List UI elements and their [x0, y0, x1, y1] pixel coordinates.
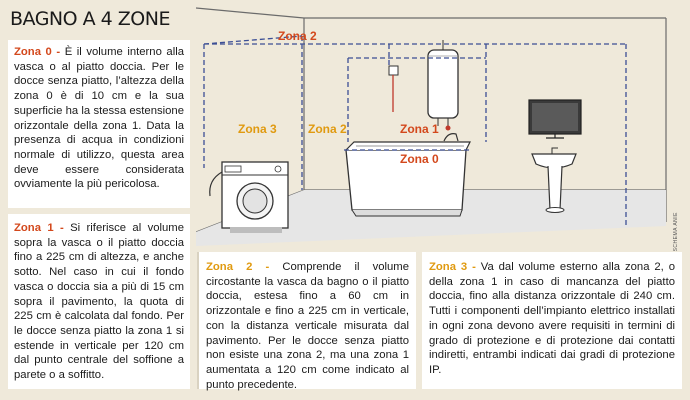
zone0-description — [8, 40, 190, 208]
zone1-label: Zona 1 — [400, 122, 439, 136]
zone2-description — [197, 252, 416, 389]
bathroom-zones-illustration — [196, 0, 690, 250]
zone2-top-label: Zona 2 — [278, 29, 317, 43]
zone3-description — [422, 252, 682, 389]
wall-socket-icon — [389, 66, 398, 112]
zone2-mid-label: Zona 2 — [308, 122, 347, 136]
washing-machine-icon — [210, 162, 288, 233]
page-title: BAGNO A 4 ZONE — [10, 8, 170, 30]
zone2-heading: Zona 2 - — [206, 261, 270, 273]
zone0-heading: Zona 0 - — [14, 46, 61, 58]
bathtub-icon — [346, 134, 470, 216]
zone3-label: Zona 3 — [238, 122, 277, 136]
water-heater-icon — [428, 40, 458, 131]
zone2-text: Comprende il volume circostante la vasca da bagno o il piatto doccia, estesa fino a 60 cm in orizzontale e fino a 225 cm in verticale, con la distanza verticale misurata dal pavimento. Per le docce senza piatto non esiste una zona 2, ma una zona 1 aumentata a 120 cm come indicato al punto precedente. — [206, 261, 410, 391]
schema-credit: SCHEMA ANIE — [673, 212, 679, 252]
tv-icon — [529, 100, 581, 138]
zone0-text: È il volume interno alla vasca o al piatto doccia. Per le docce senza piatto, l’altezza della zona 0 è di 10 cm e la sua superficie ha la stessa estensione orizzontale della zona 1. Data la presenza di acqua in condizioni normale di utilizzo, questa area deve essere considerata ovviamente la più pericolosa. — [14, 46, 185, 191]
zone1-text: Si riferisce al volume sopra la vasca o il piatto doccia fino a 225 cm di altezza, e anche sotto. Nel caso in cui il fondo vasca o doccia sia a più di 15 cm sopra il pavimento, la quota di 225 cm è calcolata dal fondo. Per le docce senza piatto la zona 1 si estende in verticale per 120 cm dal punto centrale del soffione a parete o a soffitto. — [14, 222, 185, 382]
zone3-text: Va dal volume esterno alla zona 2, o della zona 1 in caso di mancanza del piatto doccia, fino alla distanza orizzontale di 240 cm. Tutti i componenti dell’impianto elettrico installati in ogni zona devono avere requisiti in termini di grado di protezione e di protezione dai contatti indiretti, entrambi indicati dai gradi di protezione IP. — [429, 261, 675, 376]
zone3-heading: Zona 3 - — [429, 261, 476, 273]
zone0-label: Zona 0 — [400, 152, 439, 166]
zone1-description — [8, 214, 190, 389]
zone1-heading: Zona 1 - — [14, 222, 64, 234]
